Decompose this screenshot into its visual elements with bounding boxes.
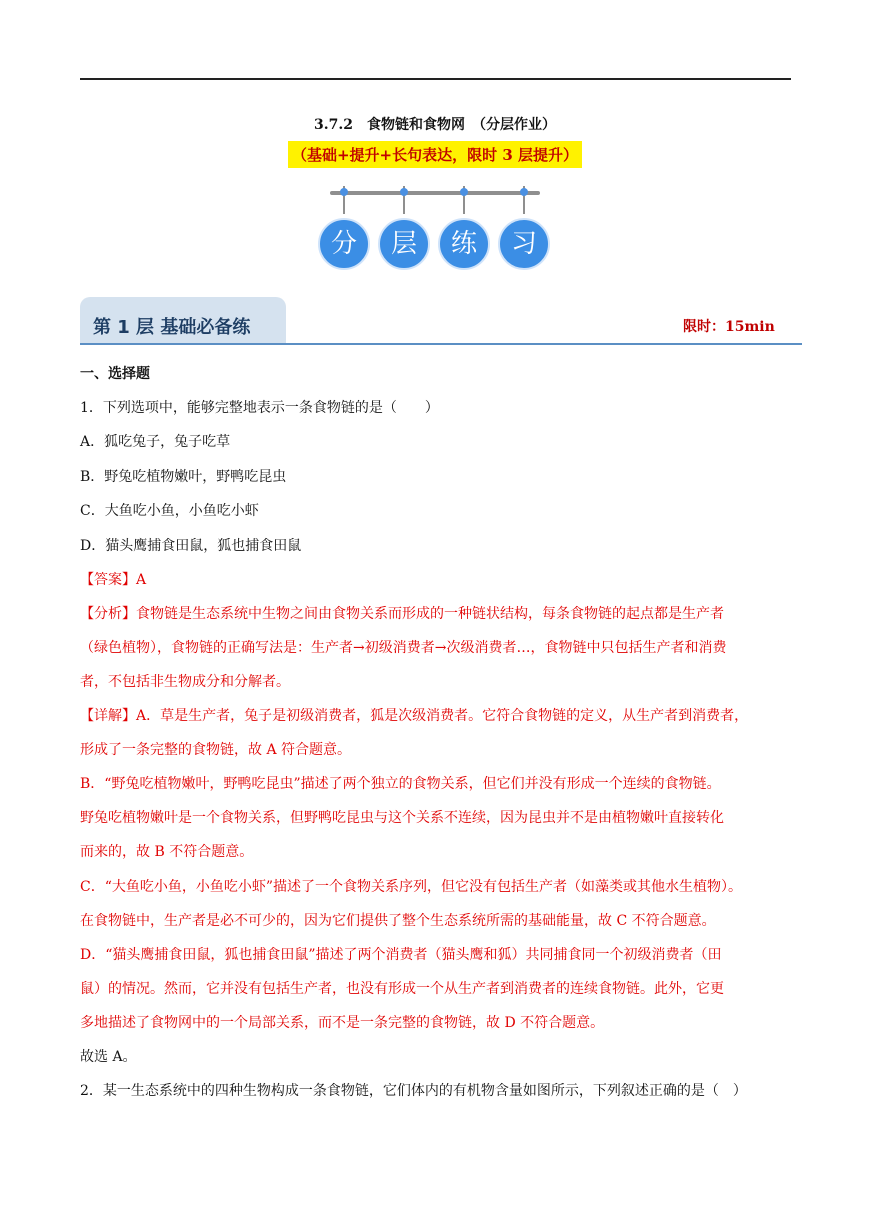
level-label: 第 1 层 基础必备练	[93, 317, 251, 338]
badge-pin	[463, 186, 465, 214]
conclusion: 故选 A。	[80, 1049, 137, 1065]
option-a: A．狐吃兔子，兔子吃草	[80, 434, 231, 450]
badge-char: 层	[378, 218, 430, 270]
document-subtitle: （基础+提升+长句表达，限时 3 层提升）	[288, 141, 582, 168]
detail-line: 在食物链中，生产者是必不可少的，因为它们提供了整个生态系统所需的基础能量，故 C 不符合题意。	[80, 913, 716, 929]
badge-char: 习	[498, 218, 550, 270]
section-heading: 一、选择题	[80, 366, 150, 382]
subtitle-wrap	[0, 141, 870, 168]
analysis-line: 【分析】食物链是生态系统中生物之间由食物关系而形成的一种链状结构，每条食物链的起点都是生产者	[80, 606, 724, 622]
badge-pin	[403, 186, 405, 214]
question-2-stem: 2．某一生态系统中的四种生物构成一条食物链，它们体内的有机物含量如图所示，下列叙述正确的是（ ）	[80, 1083, 747, 1099]
badge-char: 分	[318, 218, 370, 270]
detail-line: B．“野兔吃植物嫩叶，野鸭吃昆虫”描述了两个独立的食物关系，但它们并没有形成一个连续的食物链。	[80, 776, 721, 792]
detail-line: 而来的，故 B 不符合题意。	[80, 844, 254, 860]
level-underline	[80, 343, 802, 345]
badge-pin	[523, 186, 525, 214]
answer: 【答案】A	[80, 572, 147, 588]
practice-badge	[316, 186, 552, 272]
time-limit: 限时：15min	[683, 319, 775, 335]
analysis-line: 者，不包括非生物成分和分解者。	[80, 674, 290, 690]
header-rule	[80, 78, 791, 80]
option-d: D．猫头鹰捕食田鼠，狐也捕食田鼠	[80, 538, 302, 554]
option-b: B．野兔吃植物嫩叶，野鸭吃昆虫	[80, 469, 287, 485]
question-1-stem: 1．下列选项中，能够完整地表示一条食物链的是（ ）	[80, 400, 439, 416]
detail-line: 多地描述了食物网中的一个局部关系，而不是一条完整的食物链，故 D 不符合题意。	[80, 1015, 605, 1031]
analysis-line: （绿色植物），食物链的正确写法是：生产者→初级消费者→次级消费者…，食物链中只包括生产者和消费	[80, 640, 727, 656]
detail-line: C．“大鱼吃小鱼，小鱼吃小虾”描述了一个食物关系序列，但它没有包括生产者（如藻类或其他水生植物）。	[80, 879, 743, 895]
option-c: C．大鱼吃小鱼，小鱼吃小虾	[80, 503, 259, 519]
detail-line: D．“猫头鹰捕食田鼠，狐也捕食田鼠”描述了两个消费者（猫头鹰和狐）共同捕食同一个初级消费者（田	[80, 947, 722, 963]
detail-line: 形成了一条完整的食物链，故 A 符合题意。	[80, 742, 352, 758]
badge-char: 练	[438, 218, 490, 270]
detail-line: 【详解】A．草是生产者，兔子是初级消费者，狐是次级消费者。它符合食物链的定义，从生产者到消费者，	[80, 708, 749, 724]
badge-pin	[343, 186, 345, 214]
document-title: 3.7.2 食物链和食物网 （分层作业）	[314, 117, 556, 133]
detail-line: 鼠）的情况。然而，它并没有包括生产者，也没有形成一个从生产者到消费者的连续食物链。此外，它更	[80, 981, 724, 997]
badge-bar	[330, 191, 540, 195]
detail-line: 野兔吃植物嫩叶是一个食物关系，但野鸭吃昆虫与这个关系不连续，因为昆虫并不是由植物嫩叶直接转化	[80, 810, 724, 826]
